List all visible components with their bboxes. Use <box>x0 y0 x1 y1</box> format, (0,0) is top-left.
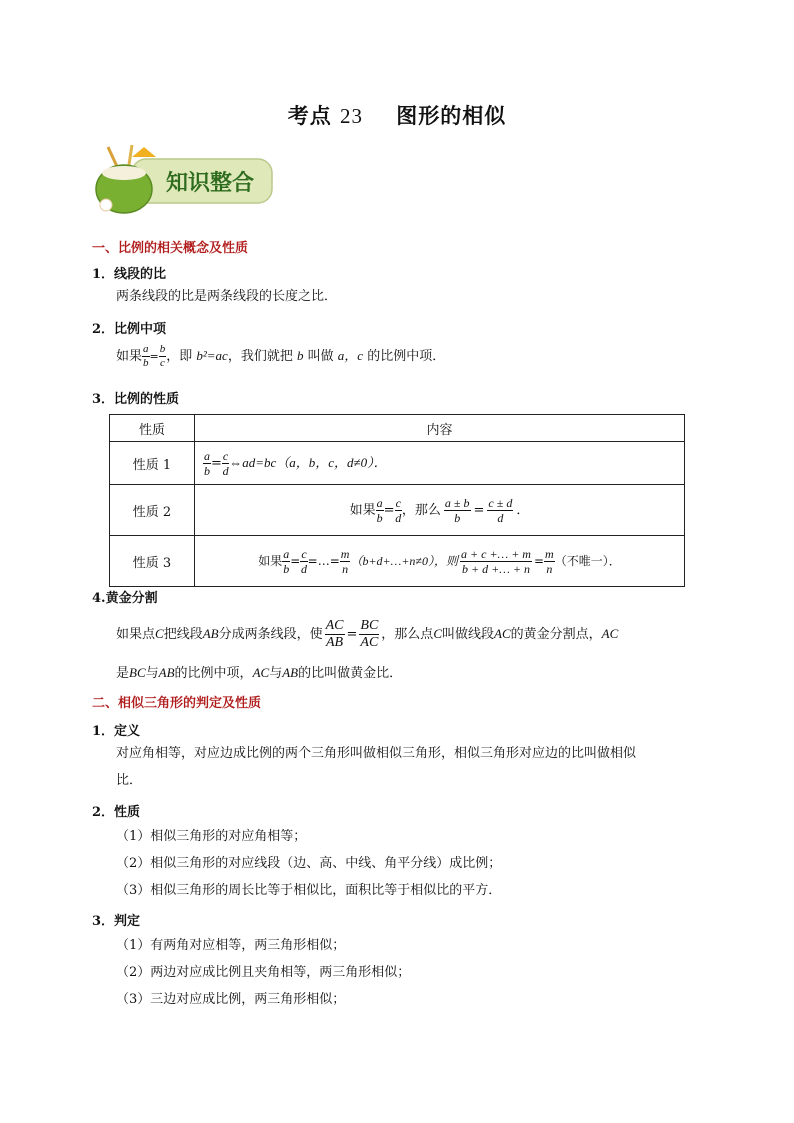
s1-body: 两条线段的比是两条线段的长度之比． <box>116 289 338 304</box>
property-1-name: 性质 1 <box>110 442 195 485</box>
frac-b-c: $\frac{b}{c}$ <box>159 343 166 369</box>
props-title: 2．性质 <box>92 805 141 820</box>
s2-prefix: 如果 <box>116 349 143 364</box>
table-row <box>110 485 685 536</box>
banner-text: 知识整合 <box>165 171 255 196</box>
table-row <box>110 536 685 587</box>
table-header-col1: 性质 <box>110 415 195 442</box>
def-body-line2: 比． <box>116 773 143 788</box>
def-body-line1: 对应角相等，对应边成比例的两个三角形叫做相似三角形，相似三角形对应边的比叫做相似 <box>116 746 637 761</box>
list-item: （1）相似三角形的对应角相等； <box>116 829 307 844</box>
table-header-row <box>110 415 685 442</box>
properties-table <box>109 414 685 587</box>
list-item: （2）相似三角形的对应线段（边、高、中线、角平分线）成比例； <box>116 856 502 871</box>
s4-title: 4.黄金分割 <box>92 591 158 606</box>
golden-ratio-line2: 是BC与AB的比例中项，AC与AB的比叫做黄金比． <box>116 665 403 681</box>
property-3-name: 性质 3 <box>110 536 195 587</box>
s2-title: 2．比例中项 <box>92 322 167 337</box>
criteria-title: 3．判定 <box>92 914 141 929</box>
title-prefix: 考点 <box>287 103 332 128</box>
property-1-content: $\frac{a}{b}$ = $\frac{c}{d}$ ⇔ad=bc（a，b，c，d≠0）． <box>195 442 685 485</box>
property-3-content: 如果 $\frac{a}{b}$ = $\frac{c}{d}$ =…= $\frac{m}{n}$ （b+d+…+n≠0），则 $\frac{a + c +\dots + m}{b + d +\dots + n}$ = $\frac{m}{n}$ （不唯一）． <box>195 536 685 587</box>
umbrella-icon <box>132 147 156 157</box>
list-item: （2）两边对应成比例且夹角相等，两三角形相似； <box>116 965 411 980</box>
golden-ratio-line1: 如果点C把线段AB分成两条线段，使 $\frac{AC}{AB}$ = $\frac{BC}{AC}$ ，那么点C叫做线段AC的黄金分割点，AC <box>116 618 619 650</box>
s3-title: 3．比例的性质 <box>92 392 180 407</box>
list-item: （3）三边对应成比例，两三角形相似； <box>116 992 346 1007</box>
flower-icon <box>100 199 112 211</box>
s2-equation: b²=ac <box>196 348 228 363</box>
table-header-col2: 内容 <box>195 415 685 442</box>
s2-body: 如果 $\frac{a}{b}$ = $\frac{b}{c}$ ，即 b²=ac，我们就把 b 叫做 a，c 的比例中项． <box>116 343 446 369</box>
property-2-name: 性质 2 <box>110 485 195 536</box>
frac-a-b: $\frac{a}{b}$ <box>143 343 149 369</box>
page-title <box>0 100 794 130</box>
list-item: （1）有两角对应相等，两三角形相似； <box>116 938 346 953</box>
property-2-content: 如果 $\frac{a}{b}$ = $\frac{c}{d}$ ，那么 $\frac{a \pm b}{b}$ = $\frac{c \pm d}{d}$ ． <box>195 485 685 536</box>
def-title: 1．定义 <box>92 724 141 739</box>
title-topic: 图形的相似 <box>396 103 507 128</box>
section2-heading: 二、相似三角形的判定及性质 <box>92 696 262 711</box>
s1-title: 1．线段的比 <box>92 267 167 282</box>
knowledge-banner <box>92 143 277 215</box>
table-row <box>110 442 685 485</box>
title-number: 23 <box>340 104 364 128</box>
coconut-top-icon <box>102 166 146 180</box>
list-item: （3）相似三角形的周长比等于相似比，面积比等于相似比的平方． <box>116 883 502 898</box>
section1-heading: 一、比例的相关概念及性质 <box>92 241 249 256</box>
